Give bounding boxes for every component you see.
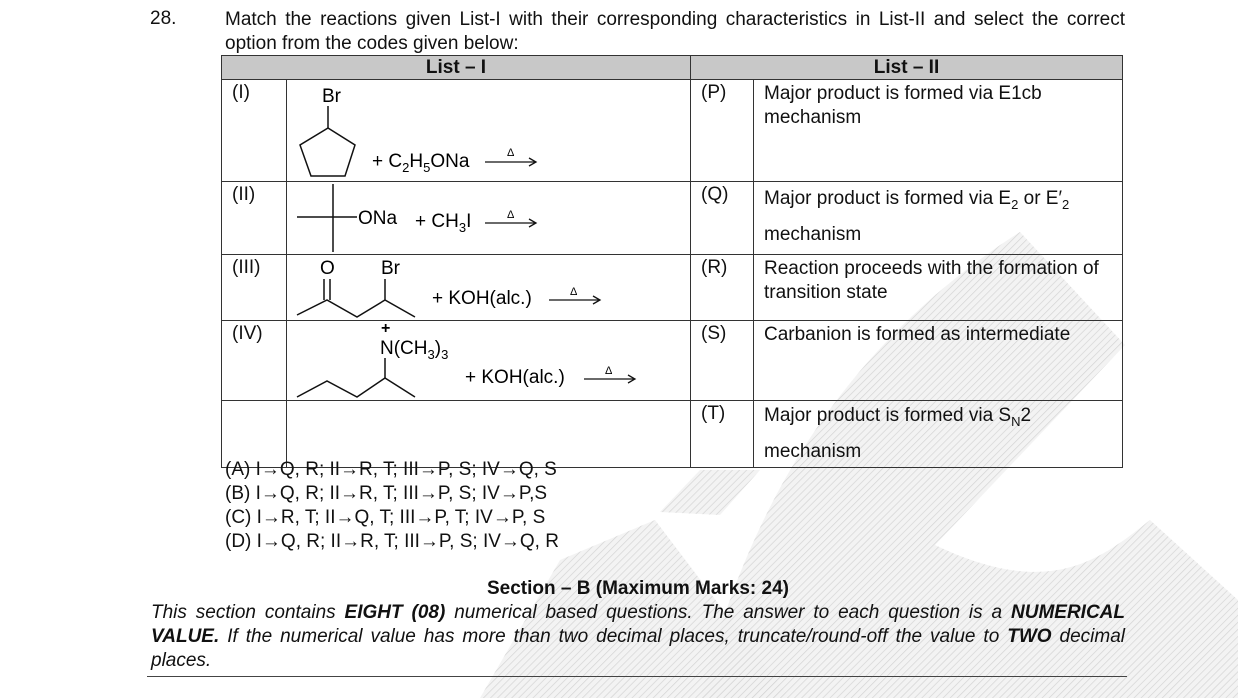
quaternary-ammonium-structure [287,321,690,399]
list2-text: Major product is formed via $S_N2$ mechanism [754,401,1123,468]
list2-text: Major product is formed via $E_2$ or $E'_2$ mechanism [754,182,1123,255]
atom-label: O [320,258,335,279]
list1-header: List – I [222,56,691,80]
section-instructions: This section contains EIGHT (08) numerical based questions. The answer to each question is a NUMERICAL VALUE. If the numerical value has more than two decimal places, truncate/round-off the value to TWO decimal places. [151,602,1126,671]
tert-butoxide-structure [287,182,690,252]
list2-label: (R) [691,255,754,321]
reaction-ii [287,182,691,255]
group-label: ONa [358,208,398,229]
list2-text: Reaction proceeds with the formation of transition state [754,255,1123,321]
option-d[interactable]: (D) I→Q, R; II→R, T; III→P, S; IV→Q, R [225,531,559,552]
option-a[interactable]: (A) I→Q, R; II→R, T; III→P, S; IV→Q, S [225,459,557,480]
atom-label: Br [322,86,341,107]
e2-prime-symbol: $E'_2$ [1045,188,1070,212]
list2-header: List – II [691,56,1123,80]
question-text: Match the reactions given List-I with their corresponding characteristics in List-II and select the correct option from the codes given below: [225,9,1125,54]
list2-text: Major product is formed via E1cb mechanism [754,80,1123,182]
atom-label: Br [381,258,400,279]
list1-label: (III) [222,255,287,321]
e2-symbol: $E_2$ [998,188,1019,212]
heat-symbol: Δ [507,147,515,159]
list1-label: (IV) [222,321,287,401]
heat-symbol: Δ [605,365,613,377]
cyclopentyl-bromide-structure [287,80,690,180]
list1-label: (II) [222,182,287,255]
list2-label: (T) [691,401,754,468]
reaction-i [287,80,691,182]
reagent-text: + $CH_3I$ [415,211,472,235]
bromoketone-structure [287,255,690,319]
list2-label: (S) [691,321,754,401]
group-label: $N(CH_3)_3$ [380,338,449,362]
reagent-text: + KOH(alc.) [465,367,565,388]
list1-label: (I) [222,80,287,182]
heat-symbol: Δ [507,209,515,221]
option-c[interactable]: (C) I→R, T; II→Q, T; III→P, T; IV→P, S [225,507,546,528]
list2-text: Carbanion is formed as intermediate [754,321,1123,401]
reaction-iii [287,255,691,321]
heat-symbol: Δ [570,286,578,298]
reagent-text: + $C_2H_5ONa$ [372,151,470,175]
list2-label: (P) [691,80,754,182]
match-table [221,55,1123,468]
answer-options [225,458,559,554]
section-title: Section – B (Maximum Marks: 24) [487,578,789,599]
list2-label: (Q) [691,182,754,255]
question-number: 28. [150,8,177,29]
divider-line [147,676,1127,677]
sn2-symbol: $S_N2$ [998,405,1032,429]
option-b[interactable]: (B) I→Q, R; II→R, T; III→P, S; IV→P,S [225,483,548,504]
reagent-text: + KOH(alc.) [432,288,532,309]
reaction-iv [287,321,691,401]
charge-label: + [381,321,391,337]
